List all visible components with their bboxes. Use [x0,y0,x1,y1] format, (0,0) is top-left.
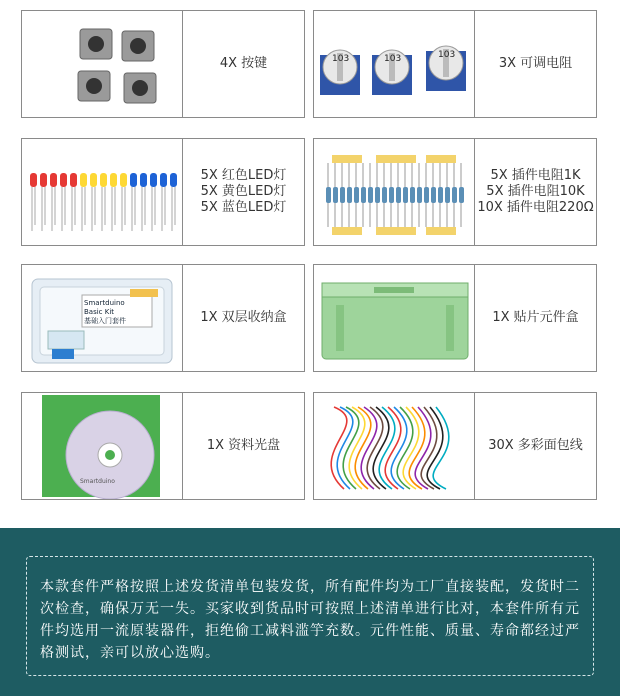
led-icon [140,173,147,231]
notice-band [0,528,620,696]
led-icon [160,173,167,231]
resistor-icon [347,163,352,227]
tape-strip [332,155,362,163]
led-icon [130,173,137,231]
led-icon [30,173,37,231]
item-label: 1X 资料光盘 [206,437,281,453]
resistor-icon [424,163,429,227]
resistor-icon [417,163,422,227]
resistor-icon [396,163,401,227]
resistor-icon [382,163,387,227]
tape-strip [332,227,362,235]
resistor-icon [452,163,457,227]
item-label: 1X 贴片元件盒 [492,309,579,325]
leds-photo [22,139,183,245]
resistor-icon [438,163,443,227]
tape-strip [426,227,456,235]
item-label-group [183,139,304,245]
storage-box-photo [22,265,183,371]
item-card-storage-box [21,264,305,372]
item-card-smd-box [313,264,597,372]
item-card-buttons [21,10,305,118]
resistor-icon [361,163,366,227]
cd-print-label: Smartduino [80,478,115,485]
led-icon [100,173,107,231]
item-label-line: 5X 黄色LED灯 [200,183,287,199]
box-print-line: Smartduino [84,299,125,307]
pot-code-label: 103 [332,54,350,64]
item-card-resistors [313,138,597,246]
led-icon [60,173,67,231]
resistor-icon [389,163,394,227]
pot-code-label: 103 [438,50,456,60]
item-label: 1X 双层收纳盒 [200,309,287,325]
item-label-line: 5X 蓝色LED灯 [200,200,287,216]
resistor-icon [354,163,359,227]
item-card-leds [21,138,305,246]
item-card-potentiometers [313,10,597,118]
tape-strip [426,155,456,163]
resistor-icon [403,163,408,227]
item-label-line: 10X 插件电阻220Ω [477,200,594,216]
potentiometers-photo [314,11,475,117]
tape-strip [376,227,416,235]
notice-text: 本款套件严格按照上述发货清单包装发货，所有配件均为工厂直接装配，发货时二次检查，确保万无一失。买家收到货品时可按照上述清单进行比对，本套件所有元件均选用一流原装器件，拒绝偷工减料滥竽充数。元件性能、质量、寿命都经过严格测试，亲可以放心选购。 [40,579,580,661]
resistor-icon [333,163,338,227]
pot-code-label: 103 [384,54,402,64]
led-icon [150,173,157,231]
jumper-wire-icon [403,407,419,489]
item-card-jumper-wires [313,392,597,500]
item-label: 3X 可调电阻 [498,55,573,71]
led-icon [120,173,127,231]
resistor-icon [326,163,331,227]
led-icon [40,173,47,231]
item-label-line: 5X 插件电阻10K [486,183,585,199]
item-label-line: 5X 红色LED灯 [200,167,287,183]
item-label: 30X 多彩面包线 [488,437,583,453]
resistors-photo [314,139,475,245]
resistor-icon [431,163,436,227]
jumper-wire-icon [421,407,437,489]
resistor-icon [459,163,464,227]
box-print-line: Basic Kit [84,308,115,316]
led-icon [50,173,57,231]
resistor-icon [340,163,345,227]
item-label-line: 5X 插件电阻1K [490,167,581,183]
cd-photo [22,393,183,499]
box-print-line: 基础入门套件 [84,317,126,325]
led-icon [80,173,87,231]
led-icon [170,173,177,231]
led-icon [90,173,97,231]
jumper-wire-icon [427,407,443,489]
led-icon [110,173,117,231]
jumper-wire-icon [331,407,347,489]
jumper-wires-photo [314,393,475,499]
resistor-icon [410,163,415,227]
smd-box-photo [314,265,475,371]
tactile-buttons-photo [22,11,183,117]
resistor-icon [375,163,380,227]
tape-strip [376,155,416,163]
item-label: 4X 按键 [219,55,268,71]
jumper-wire-icon [415,407,431,489]
led-icon [70,173,77,231]
item-label-group [475,139,596,245]
item-card-cd [21,392,305,500]
resistor-icon [368,163,373,227]
resistor-icon [445,163,450,227]
jumper-wire-icon [409,407,425,489]
